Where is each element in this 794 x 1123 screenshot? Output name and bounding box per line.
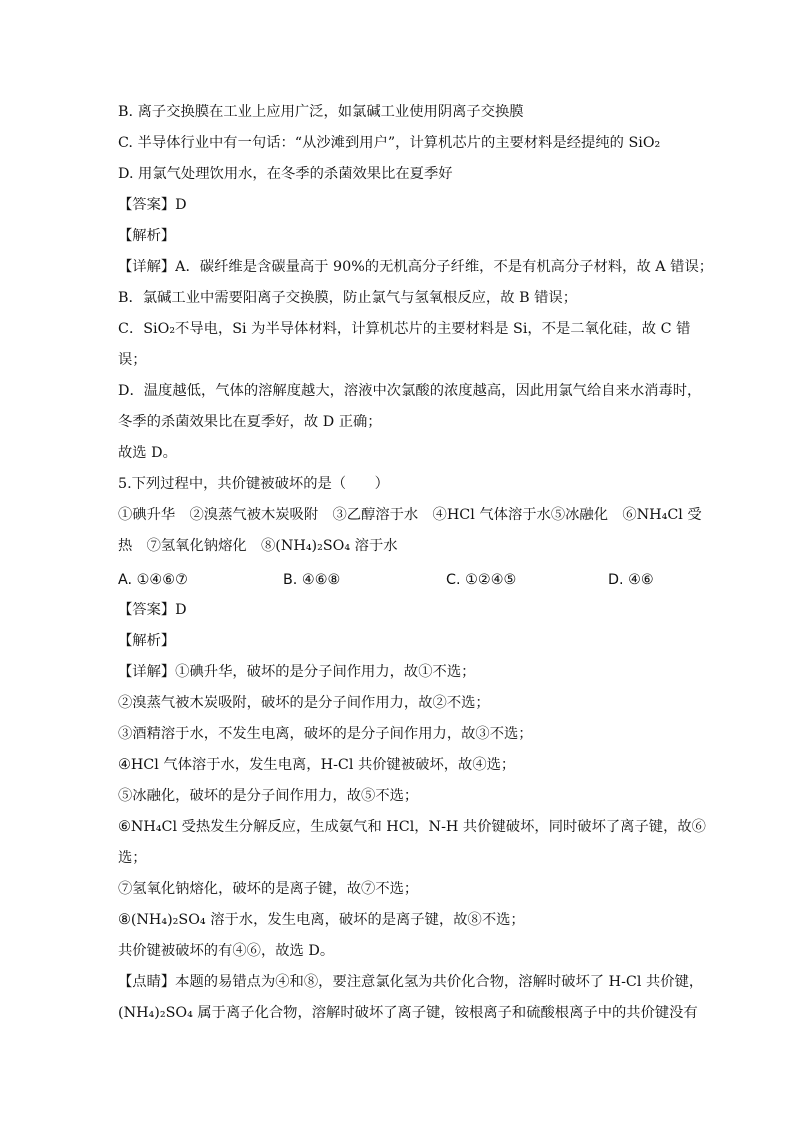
explanation-line: 冬季的杀菌效果比在夏季好，故 D 正确； (118, 414, 382, 430)
explanation-line: D．温度越低，气体的溶解度越大，溶液中次氯酸的浓度越高，因此用氯气给自来水消毒时， (118, 383, 702, 399)
answer-label: 【答案】D (118, 197, 187, 213)
conclusion-line: 故选 D。 (118, 445, 177, 461)
explanation-line: ⑥NH₄Cl 受热发生分解反应，生成氨气和 HCl，N-H 共价键破坏，同时破坏了离子键，故⑥ (118, 819, 706, 835)
key-point-line: (NH₄)₂SO₄ 属于离子化合物，溶解时破坏了离子键，铵根离子和硫酸根离子中的共价键没有 (118, 1005, 698, 1021)
question-items-line: 热 ⑦氢氧化钠熔化 ⑧(NH₄)₂SO₄ 溶于水 (118, 538, 398, 554)
explanation-line: ⑦氢氧化钠熔化，破坏的是离子键，故⑦不选； (118, 881, 419, 897)
option-b-text: B. 离子交换膜在工业上应用广泛，如氯碱工业使用阴离子交换膜 (118, 104, 524, 120)
answer-label: 【答案】D (118, 602, 187, 618)
explanation-line: 【详解】①碘升华，破坏的是分子间作用力，故①不选； (118, 664, 476, 680)
analysis-label: 【解析】 (118, 228, 176, 244)
explanation-line: ⑧(NH₄)₂SO₄ 溶于水，发生电离，破坏的是离子键，故⑧不选； (118, 912, 525, 928)
explanation-line: 【详解】A．碳纤维是含碳量高于 90%的无机高分子纤维，不是有机高分子材料，故 A 错误； (118, 259, 714, 275)
answer-options (118, 570, 678, 590)
explanation-line: B．氯碱工业中需要阳离子交换膜，防止氯气与氢氧根反应，故 B 错误； (118, 290, 578, 306)
explanation-line: ②溴蒸气被木炭吸附，破坏的是分子间作用力，故②不选； (118, 695, 490, 711)
explanation-line: ⑤冰融化，破坏的是分子间作用力，故⑤不选； (118, 788, 419, 804)
option-b: B. ④⑥⑧ (283, 572, 341, 588)
question-stem: 5.下列过程中，共价键被破坏的是（ ） (118, 476, 389, 492)
explanation-line: ③酒精溶于水，不发生电离，破坏的是分子间作用力，故③不选； (118, 726, 533, 742)
option-a: A. ①④⑥⑦ (118, 572, 188, 588)
explanation-line: ④HCl 气体溶于水，发生电离，H-Cl 共价键被破坏，故④选； (118, 757, 516, 773)
explanation-line: 误； (118, 352, 147, 368)
option-d: D. ④⑥ (608, 572, 654, 588)
option-c: C. ①②④⑤ (446, 572, 517, 588)
explanation-line: 选； (118, 850, 147, 866)
analysis-label: 【解析】 (118, 633, 176, 649)
conclusion-line: 共价键被破坏的有④⑥，故选 D。 (118, 943, 335, 959)
question-items-line: ①碘升华 ②溴蒸气被木炭吸附 ③乙醇溶于水 ④HCl 气体溶于水⑤冰融化 ⑥NH₄Cl 受 (118, 507, 702, 523)
key-point-line: 【点睛】本题的易错点为④和⑧，要注意氯化氢为共价化合物，溶解时破坏了 H-Cl 共价键， (118, 974, 704, 990)
option-d-text: D. 用氯气处理饮用水，在冬季的杀菌效果比在夏季好 (118, 166, 453, 182)
option-c-text: C. 半导体行业中有一句话：“从沙滩到用户”，计算机芯片的主要材料是经提纯的 SiO₂ (118, 135, 661, 151)
explanation-line: C．SiO₂不导电，Si 为半导体材料，计算机芯片的主要材料是 Si，不是二氧化硅，故 C 错 (118, 321, 691, 337)
